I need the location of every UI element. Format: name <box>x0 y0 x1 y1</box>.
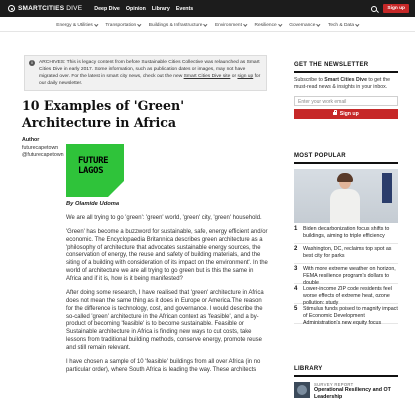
most-popular-widget <box>294 153 398 324</box>
popular-item-number: 2 <box>294 245 298 252</box>
article-hero-image <box>66 144 124 197</box>
divider <box>294 162 398 164</box>
topic-label: Buildings & Infrastructure <box>148 23 203 28</box>
article-byline: By Olamide Udoma <box>66 201 120 207</box>
email-input[interactable]: Enter your work email <box>294 96 398 106</box>
popular-item-title[interactable]: Biden decarbonization focus shifts to buildings, aiming to triple efficiency <box>303 225 390 239</box>
library-thumbnail <box>294 382 310 398</box>
nav-opinion[interactable]: Opinion <box>125 5 146 12</box>
topic-governance[interactable] <box>289 23 320 28</box>
popular-item-title[interactable]: Stimulus funds poised to magnify impact of Economic Development Administration's new equity focus <box>303 305 398 326</box>
nav-events[interactable]: Events <box>175 5 194 12</box>
notice-body: ARCHIVES: This is legacy content from before Sustainable Cities Collective was relaunched as Smart Cities Dive in early 2017. Some information, such as publication dates or images, may not have migrated over. For the latest in smart city news, check out the new <box>39 60 260 79</box>
popular-item-title[interactable]: Washington, DC, reclaims top spot as best city for parks <box>303 245 392 259</box>
desc-pre: Subscribe to <box>294 76 325 83</box>
list-item[interactable] <box>294 284 398 304</box>
popular-item-title[interactable]: With more extreme weather on horizon, FEMA resilience program's dollars to double <box>303 265 396 286</box>
topic-buildings[interactable] <box>149 23 207 28</box>
logo-main: SMARTCITIES <box>18 5 65 12</box>
logo-icon <box>8 5 15 12</box>
article-paragraph: After doing some research, I have realised that 'green' architecture in Africa does not mean the same thing as it does in Europe or America.The reason for the difference is technology, cost, and governance. I would describe the so-called 'green' architecture in the African context as 'feasible', and a by-product of becoming 'feasible' is to become sustainable. Feasible or Sustainable architecture in Africa is finding new ways to cut costs, take lessons from traditional building methods, conserve energy, promote reuse and still remain relevant. <box>66 289 264 352</box>
flag-shape <box>382 173 392 203</box>
archive-notice-text <box>39 59 261 87</box>
author-label: Author <box>22 137 40 143</box>
article-paragraph: 'Green' has become a buzzword for sustainable, safe, energy efficient and/or economic. The Encyclopaedia Britannica describes green architecture as a 'philosophy of architecture that advocates sustainable energy sources, the conservation of energy, the reuse and safety of building materials, and the siting of a building with consideration of its impact on the environment'. In the world of architecture we are all trying to go green but is this the same in Africa and if it is, how is it being manifested? <box>66 228 268 283</box>
header-actions <box>371 4 409 13</box>
topic-label: Transportation <box>105 23 137 28</box>
author-name[interactable]: futurecapetown <box>22 145 59 151</box>
popular-item-number: 1 <box>294 225 298 232</box>
notice-or: or <box>230 74 238 79</box>
nav-library[interactable]: Library <box>151 5 170 12</box>
popular-item-number: 3 <box>294 265 298 272</box>
article-title: 10 Examples of 'Green' Architecture in Africa <box>22 98 185 130</box>
popular-item-number: 4 <box>294 285 298 292</box>
popular-item-number: 5 <box>294 305 298 312</box>
topic-label: Governance <box>289 23 316 28</box>
topic-label: Resilience <box>254 23 277 28</box>
logo-suffix: DIVE <box>66 5 83 12</box>
header-signup-button[interactable]: Sign up <box>383 4 409 13</box>
newsletter-description <box>294 77 398 91</box>
person-figure <box>330 175 360 223</box>
divider <box>294 71 398 73</box>
library-heading: LIBRARY <box>294 366 323 372</box>
popular-item-title[interactable]: Lower-income ZIP code residents feel worse effects of extreme heat, ozone pollution: study <box>303 285 392 306</box>
person-hair <box>337 173 353 182</box>
desc-brand: Smart Cities Dive <box>324 76 367 83</box>
article-paragraph: I have chosen a sample of 10 'feasible' buildings from all over Africa (in no particular order), where South Africa is leading the way. These architects <box>66 358 261 373</box>
person-torso <box>330 189 360 223</box>
primary-nav <box>94 6 199 12</box>
hero-corner-cut <box>108 181 124 197</box>
library-item[interactable] <box>294 382 398 401</box>
list-item[interactable] <box>294 169 398 244</box>
topic-nav <box>0 20 415 32</box>
topic-resilience[interactable] <box>255 23 282 28</box>
divider <box>294 375 398 377</box>
newsletter-signup-button[interactable] <box>294 109 398 119</box>
chevron-down-icon <box>243 23 247 27</box>
archive-notice <box>24 55 267 91</box>
article-body <box>66 215 268 381</box>
popular-story-image <box>294 169 398 223</box>
author-handle[interactable]: @futurecapetown <box>22 152 64 158</box>
topic-tech-data[interactable] <box>328 23 359 28</box>
list-item[interactable] <box>294 264 398 284</box>
library-widget <box>294 366 398 401</box>
chevron-down-icon <box>356 23 360 27</box>
desc-post: to get the must-read news & insights in your inbox. <box>294 76 391 90</box>
chevron-down-icon <box>204 23 208 27</box>
library-item-text <box>314 382 398 401</box>
popular-item-row <box>294 223 398 243</box>
list-item[interactable] <box>294 304 398 324</box>
topic-transportation[interactable] <box>105 23 140 28</box>
topic-label: Tech & Data <box>327 23 355 28</box>
chevron-down-icon <box>94 23 98 27</box>
chevron-down-icon <box>138 23 142 27</box>
nav-deep-dive[interactable]: Deep Dive <box>94 5 120 12</box>
library-title[interactable]: Operational Resiliency and OT Leadership <box>314 386 391 400</box>
list-item[interactable] <box>294 244 398 264</box>
info-icon: i <box>29 60 35 66</box>
article-paragraph: We are all trying to go 'green': 'green' world, 'green' city, 'green' household. <box>66 215 262 221</box>
most-popular-list <box>294 169 398 324</box>
topic-label: Energy & Utilities <box>56 23 93 28</box>
chevron-down-icon <box>278 23 282 27</box>
notice-end: for our daily newsletter. <box>39 74 261 86</box>
newsletter-heading: GET THE NEWSLETTER <box>294 62 369 68</box>
hero-word-lagos: LAGOS <box>78 166 104 176</box>
hero-word-future: FUTURE <box>78 156 109 166</box>
topic-label: Environment <box>214 23 242 28</box>
signup-link[interactable]: sign up <box>237 74 254 79</box>
top-bar <box>0 0 415 17</box>
library-kicker: SURVEY REPORT <box>314 381 354 387</box>
site-logo[interactable] <box>8 5 82 12</box>
topic-environment[interactable] <box>215 23 247 28</box>
lock-icon <box>333 112 337 115</box>
chevron-down-icon <box>317 23 321 27</box>
most-popular-heading: MOST POPULAR <box>294 153 346 159</box>
signup-button-label: Sign up <box>339 110 359 117</box>
search-icon[interactable] <box>371 6 377 12</box>
smart-cities-dive-link[interactable]: Smart Cities Dive site <box>183 74 231 79</box>
newsletter-widget <box>294 62 398 119</box>
topic-energy[interactable] <box>56 23 97 28</box>
